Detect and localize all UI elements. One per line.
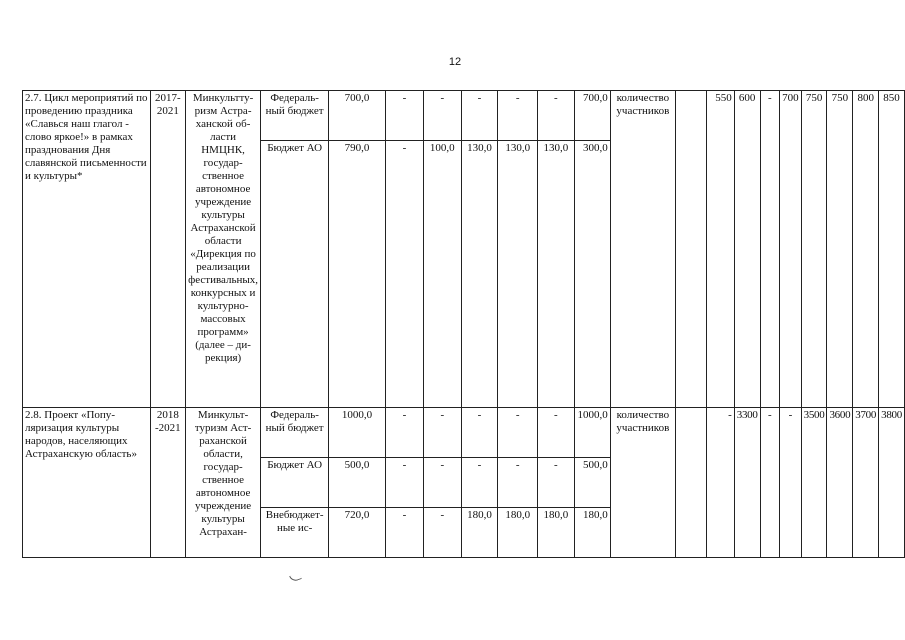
funding-year-value: 180,0 — [498, 508, 538, 558]
indicator-value: 3800 — [879, 408, 905, 558]
funding-source: Федеральный бюджет — [261, 91, 328, 141]
funding-total: 700,0 — [328, 91, 385, 141]
funding-year-value: 130,0 — [498, 141, 538, 408]
measure-name: 2.8. Проект «Популяризация культуры народов, населяющих Астраханскую область» — [23, 408, 151, 558]
funding-source: Федеральный бюджет — [261, 408, 328, 458]
indicator-value: - — [760, 91, 780, 408]
funding-year-value: - — [498, 408, 538, 458]
indicator-value: 550 — [707, 91, 735, 408]
funding-year-value: 130,0 — [461, 141, 498, 408]
funding-year-value: 130,0 — [538, 141, 575, 408]
funding-last-year: 300,0 — [574, 141, 610, 408]
program-table — [22, 90, 905, 558]
funding-year-value: - — [386, 408, 424, 458]
funding-total: 790,0 — [328, 141, 385, 408]
funding-year-value: - — [386, 458, 424, 508]
indicator-value: 3700 — [853, 408, 879, 558]
indicator-value: - — [707, 408, 735, 558]
indicator-value: - — [780, 408, 802, 558]
measure-years: 2017-2021 — [150, 91, 185, 408]
funding-total: 1000,0 — [328, 408, 385, 458]
funding-year-value: - — [461, 458, 498, 508]
indicator-value: 700 — [780, 91, 802, 408]
page-number: 12 — [448, 56, 462, 68]
funding-source: Бюджет АО — [261, 141, 328, 408]
funding-year-value: - — [538, 458, 575, 508]
measure-name: 2.7. Цикл мероприятий по проведению праздника «Славься наш глагол - слово яркое!» в рамках празднования Дня славянской письменности и культуры* — [23, 91, 151, 408]
funding-year-value: - — [498, 91, 538, 141]
funding-total: 500,0 — [328, 458, 385, 508]
funding-year-value: - — [386, 141, 424, 408]
indicator-value: 750 — [827, 91, 853, 408]
funding-year-value: - — [538, 408, 575, 458]
measure-executor: Минкульттуризм Астраханской области НМЦНК, государственное автономное учреждение культуры Астраханской области «Дирекция по реализации фестивальных, конкурсных и культурно-массовых программ» (далее – дирекция) — [185, 91, 261, 408]
funding-year-value: 180,0 — [461, 508, 498, 558]
indicator-value: 3600 — [827, 408, 853, 558]
funding-year-value: - — [423, 458, 461, 508]
measure-years: 2018 -2021 — [150, 408, 185, 558]
measure-executor: Минкульттуризм Астраханской области, государственное автономное учреждение культуры Астрахан- — [185, 408, 261, 558]
indicator-value: 3500 — [801, 408, 827, 558]
funding-year-value: - — [461, 408, 498, 458]
funding-year-value: - — [423, 91, 461, 141]
funding-total: 720,0 — [328, 508, 385, 558]
funding-last-year: 500,0 — [574, 458, 610, 508]
funding-year-value: - — [386, 508, 424, 558]
table-row — [23, 91, 905, 141]
indicator-value — [675, 91, 706, 408]
funding-last-year: 1000,0 — [574, 408, 610, 458]
funding-last-year: 700,0 — [574, 91, 610, 141]
funding-year-value: - — [423, 508, 461, 558]
funding-year-value: 180,0 — [538, 508, 575, 558]
table-row — [23, 408, 905, 458]
funding-year-value: - — [538, 91, 575, 141]
funding-year-value: - — [423, 408, 461, 458]
funding-last-year: 180,0 — [574, 508, 610, 558]
ink-mark — [289, 572, 302, 582]
indicator-value — [675, 408, 706, 558]
funding-year-value: 100,0 — [423, 141, 461, 408]
funding-year-value: - — [498, 458, 538, 508]
indicator-value: 800 — [853, 91, 879, 408]
indicator-value: 750 — [801, 91, 827, 408]
funding-year-value: - — [386, 91, 424, 141]
indicator-value: 850 — [879, 91, 905, 408]
funding-year-value: - — [461, 91, 498, 141]
indicator-name: количество участников — [610, 91, 675, 408]
indicator-value: 3300 — [734, 408, 760, 558]
indicator-name: количество участников — [610, 408, 675, 558]
indicator-value: 600 — [734, 91, 760, 408]
funding-source: Бюджет АО — [261, 458, 328, 508]
funding-source: Внебюджетные ис- — [261, 508, 328, 558]
indicator-value: - — [760, 408, 780, 558]
